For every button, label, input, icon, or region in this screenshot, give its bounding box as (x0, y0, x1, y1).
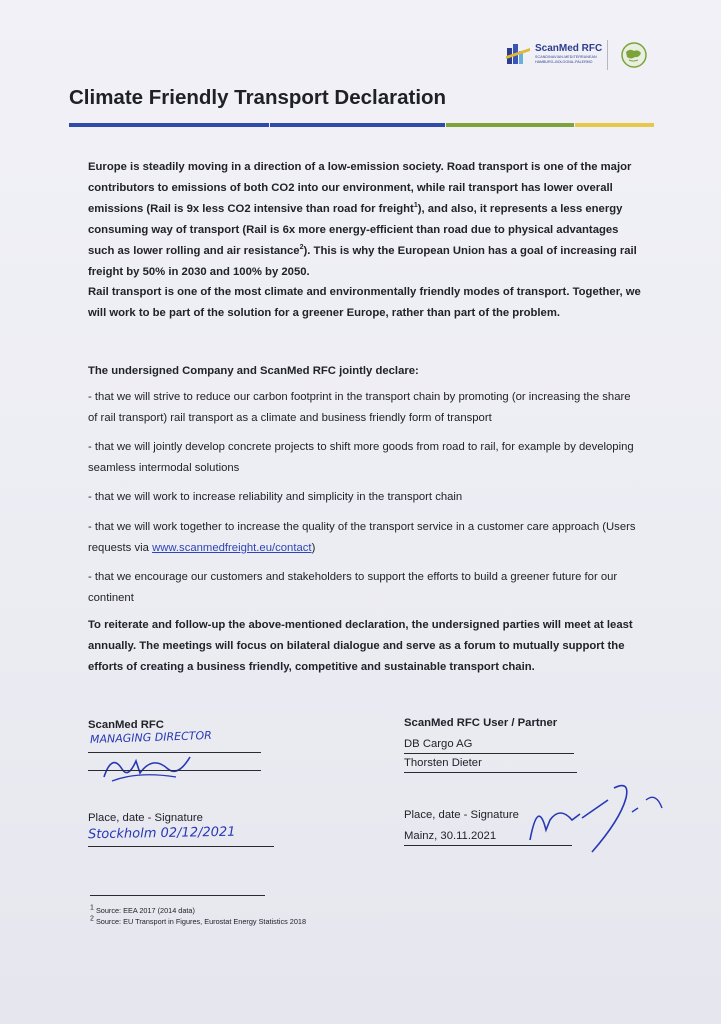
left-signatory-heading: ScanMed RFC (88, 719, 164, 731)
scanmed-logo-icon (505, 42, 531, 68)
declaration-item-4-text: - that we will work together to increase the quality of the transport service in a customer care approach (Users requests via (88, 521, 636, 554)
green-globe-icon (617, 40, 651, 70)
intro-p2-text: Rail transport is one of the most climate and environmentally friendly modes of transport. Together, we will work to be part of the solution for a greener Europe, rather than part of the problem. (88, 286, 641, 319)
right-person-line (404, 772, 577, 773)
declaration-item-1-text: - that we will strive to reduce our carbon footprint in the transport chain by promoting (or increasing the share of rail transport) rail transport as a climate and business friendly form of transport (88, 391, 631, 424)
footnote-2-number: 2 (90, 915, 94, 923)
intro-paragraph-1 (88, 157, 643, 283)
footnote-ref-2: 2 (299, 244, 304, 252)
footnote-1 (90, 906, 195, 915)
right-signatory-heading: ScanMed RFC User / Partner (404, 717, 558, 729)
intro-p1-part2: ), and also, it represents a less energy consuming way of transport (Rail is 6x more energy-efficient than road due to physical advantages such as lower rolling and air resistance (88, 203, 623, 257)
title-bar-segment-1 (69, 123, 269, 127)
right-signature-scribble (520, 778, 670, 858)
document-title: Climate Friendly Transport Declaration (69, 86, 447, 109)
declaration-item-2-text: - that we will jointly develop concrete projects to shift more goods from road to rail, for example by developing seamless intermodal solutions (88, 441, 634, 474)
title-bar-segment-3 (446, 123, 574, 127)
footnote-1-number: 1 (90, 904, 94, 912)
logo-subtitle-route: HAMBURG–BOLOGNA–PALERMO (535, 60, 593, 64)
left-signature-line (88, 770, 261, 771)
logo-name: ScanMed RFC (535, 43, 603, 54)
declaration-item-2 (88, 437, 643, 479)
footnote-2-text: Source: EU Transport in Figures, Eurostat Energy Statistics 2018 (95, 917, 307, 926)
declaration-item-1 (88, 387, 643, 429)
declaration-item-5 (88, 567, 643, 609)
title-bar-segment-2 (270, 123, 445, 127)
intro-p1-part1: Europe is steadily moving in a direction of a low-emission society. Road transport is one of the major contributors to emissions of both CO2 into our environment, while rail transport has lower overall emissions (Rail is 9x less CO2 intensive than road for freight (88, 161, 632, 215)
declare-heading (88, 361, 643, 382)
logo-divider (607, 40, 608, 70)
declaration-item-3 (88, 487, 643, 508)
declaration-item-4-end: ) (311, 542, 316, 554)
right-place-date: Mainz, 30.11.2021 (404, 830, 497, 842)
handwritten-role: MANAGING DIRECTOR (89, 728, 212, 747)
closing-paragraph (88, 615, 643, 678)
contact-link[interactable]: www.scanmedfreight.eu/contact (152, 542, 312, 554)
intro-paragraph-2 (88, 282, 643, 324)
partner-company: DB Cargo AG (404, 738, 473, 750)
footnote-2 (90, 917, 306, 926)
partner-person: Thorsten Dieter (404, 757, 482, 769)
logo-subtitle: SCANDINAVIAN-MEDITERRANEAN (535, 55, 597, 59)
left-place-line (88, 846, 274, 847)
left-place-label: Place, date - Signature (88, 812, 203, 824)
footnote-divider (90, 895, 265, 896)
footnote-ref-1: 1 (413, 202, 418, 210)
declaration-item-4 (88, 517, 643, 559)
left-signature-scribble (98, 747, 198, 787)
declaration-item-3-text: - that we will work to increase reliability and simplicity in the transport chain (88, 491, 463, 503)
declaration-item-5-text: - that we encourage our customers and stakeholders to support the efforts to build a greener future for our continent (88, 571, 618, 604)
right-company-line (404, 753, 574, 754)
handwritten-place-date: Stockholm 02/12/2021 (87, 824, 236, 843)
title-color-bar (69, 123, 654, 127)
intro-p1-part3: ). This is why the European Union has a goal of increasing rail freight by 50% in 2030 and 100% by 2050. (88, 245, 637, 278)
right-place-label: Place, date - Signature (404, 809, 519, 821)
closing-text: To reiterate and follow-up the above-mentioned declaration, the undersigned parties will meet at least annually. The meetings will focus on bilateral dialogue and serve as a forum to mutually support the efforts of creating a business friendly, competitive and sustainable transport chain. (88, 619, 633, 673)
footnote-1-text: Source: EEA 2017 (2014 data) (95, 906, 195, 915)
scanmed-logo (505, 40, 655, 74)
title-bar-segment-4 (575, 123, 654, 127)
declare-heading-text: The undersigned Company and ScanMed RFC jointly declare: (88, 365, 419, 377)
